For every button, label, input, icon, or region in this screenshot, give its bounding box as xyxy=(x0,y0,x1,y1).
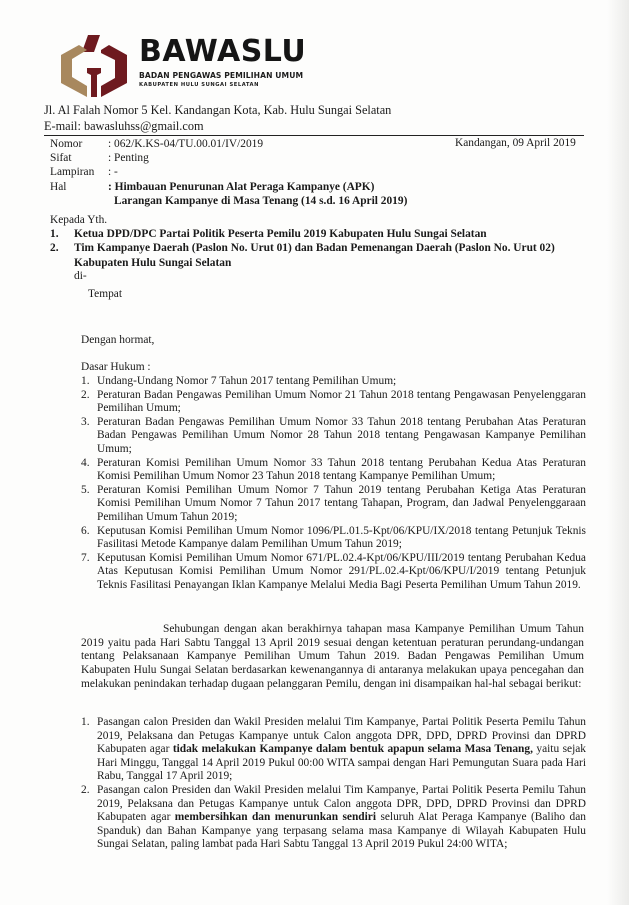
meta-label: Sifat xyxy=(50,152,72,165)
legal-basis-list xyxy=(81,375,586,593)
legal-basis-item: 6. Keputusan Komisi Pemilihan Umum Nomor 1096/PL.01.5-Kpt/06/KPU/IX/2018 tentang Petunjuk Teknis Fasilitasi Metode Kampanye dalam Pemilihan Umum Tahun 2019; xyxy=(81,524,586,551)
recipient-text: Tim Kampanye Daerah (Paslon No. Urut 01) dan Badan Pemenangan Daerah (Paslon No. Urut 02) xyxy=(74,242,555,255)
address-line: Jl. Al Falah Nomor 5 Kel. Kandangan Kota, Kab. Hulu Sungai Selatan xyxy=(44,103,392,117)
letterhead-address xyxy=(44,102,391,134)
recipients-heading: Kepada Yth. xyxy=(50,214,108,226)
meta-label: Hal xyxy=(50,180,67,193)
recipient-item xyxy=(50,241,555,255)
legal-basis-item: 5. Peraturan Komisi Pemilihan Umum Nomor 7 Tahun 2019 tentang Perubahan Ketiga Atas Peraturan Komisi Pemilihan Umum Nomor 7 Tahun 2017 tentang Tahapan, Program, dan Jadwal Penyelenggaraan Pemilihan Umum Tahun 2019; xyxy=(81,483,586,523)
recipient-text-continued: Kabupaten Hulu Sungai Selatan xyxy=(74,256,232,269)
recipient-di: di- xyxy=(74,270,87,282)
instruction-item: 2. Pasangan calon Presiden dan Wakil Presiden melalui Tim Kampanye, Partai Politik Peserta Pemilu Tahun 2019, Pelaksana dan Petugas Kampanye untuk Calon anggota DPR, DPD, DPRD Provinsi dan DPRD Kabupaten agar membersihkan dan menurunkan sendiri seluruh Alat Peraga Kampanye (Baliho dan Spanduk) dan Bahan Kampanye yang terpasang selama masa Kampanye di Wilayah Kabupaten Hulu Sungai Selatan, paling lambat pada Hari Sabtu Tanggal 13 April 2019 Pukul 24:00 WITA; xyxy=(81,783,586,851)
meta-value: : 062/K.KS-04/TU.00.01/IV/2019 xyxy=(108,138,264,150)
org-name: BAWASLU xyxy=(139,34,307,69)
recipient-number: 2. xyxy=(50,242,59,255)
bawaslu-logo-icon xyxy=(57,33,129,99)
recipient-text: Ketua DPD/DPC Partai Politik Peserta Pemilu 2019 Kabupaten Hulu Sungai Selatan xyxy=(74,228,487,241)
meta-label: Nomor xyxy=(50,138,83,150)
instruction-item: 1. Pasangan calon Presiden dan Wakil Presiden melalui Tim Kampanye, Partai Politik Peserta Pemilu Tahun 2019, Pelaksana dan Petugas Kampanye untuk Calon anggota DPR, DPD, DPRD Provinsi dan DPRD Kabupaten agar tidak melakukan Kampanye dalam bentuk apapun selama Masa Tenang, yaitu sejak Hari Minggu, Tanggal 14 April 2019 Pukul 00:00 WITA sampai dengan Hari Pemungutan Suara pada Hari Rabu, Tanggal 17 April 2019; xyxy=(81,716,586,783)
meta-sifat xyxy=(50,151,407,165)
intro-paragraph: Sehubungan dengan akan berakhirnya tahapan masa Kampanye Pemilihan Umum Tahun 2019 yaitu pada Hari Sabtu Tanggal 13 April 2019 sesuai dengan ketentuan peraturan perundang-undangan tentang Pelaksanaan Kampanye Pemilihan Umum Tahun 2019. Badan Pengawas Pemilihan Umum Kabupaten Hulu Sungai Selatan berdasarkan kewenangannya di antaranya melakukan upaya pencegahan dan melakukan penindakan terhadap dugaan pelanggaran Pemilu, dengan ini disampaikan hal-hal sebagai berikut: xyxy=(81,623,584,690)
legal-basis-heading: Dasar Hukum : xyxy=(81,361,151,373)
legal-basis-item: 2. Peraturan Badan Pengawas Pemilihan Umum Nomor 21 Tahun 2018 tentang Pengawasan Penyelenggaran Pemilihan Umum; xyxy=(81,388,586,415)
email-line: E-mail: bawasluhss@gmail.com xyxy=(44,119,204,133)
recipient-item xyxy=(50,227,555,241)
legal-basis-item: 4. Peraturan Komisi Pemilihan Umum Nomor 33 Tahun 2018 tentang Perubahan Kedua Atas Peraturan Komisi Pemilihan Umum Nomor 23 Tahun 2018 tentang Kampanye Pemilihan Umum; xyxy=(81,456,586,483)
greeting: Dengan hormat, xyxy=(81,334,155,346)
instruction-emphasis: membersihkan dan menurunkan sendiri xyxy=(174,811,377,824)
letterhead-divider xyxy=(44,135,584,136)
instruction-emphasis: tidak melakukan Kampanye dalam bentuk apapun selama Masa Tenang, xyxy=(172,743,533,756)
letter-date: Kandangan, 09 April 2019 xyxy=(455,137,576,149)
meta-hal xyxy=(50,180,407,208)
recipients xyxy=(50,213,555,270)
legal-basis-item: 7. Keputusan Komisi Pemilihan Umum Nomor 671/PL.02.4-Kpt/06/KPU/III/2019 tentang Perubahan Kedua Atas Keputusan Komisi Pemilihan Umum Nomor 291/PL.02.4-Kpt/06/KPU/I/2019 tentang Petunjuk Teknis Fasilitasi Penayangan Iklan Kampanye Melalui Media Bagi Peserta Pemilihan Umum Tahun 2019. xyxy=(81,551,586,591)
legal-basis-item: 1. Undang-Undang Nomor 7 Tahun 2017 tentang Pemilihan Umum; xyxy=(81,375,397,387)
meta-label: Lampiran xyxy=(50,166,95,179)
recipient-tempat: Tempat xyxy=(88,288,122,300)
org-full-name: BADAN PENGAWAS PEMILIHAN UMUM xyxy=(139,71,304,80)
subject-line-1: : Himbauan Penurunan Alat Peraga Kampanye (APK) xyxy=(108,180,375,193)
letterhead-brand xyxy=(139,36,306,88)
org-unit: KABUPATEN HULU SUNGAI SELATAN xyxy=(139,82,259,88)
recipient-number: 1. xyxy=(50,228,59,241)
instruction-list xyxy=(81,716,586,852)
subject-line-2: Larangan Kampanye di Masa Tenang (14 s.d. 16 April 2019) xyxy=(114,194,408,207)
meta-lampiran xyxy=(50,165,407,179)
meta-value: : - xyxy=(108,166,118,179)
meta-value: : Penting xyxy=(108,152,149,165)
page-edge-shadow xyxy=(607,0,629,905)
legal-basis-item: 3. Peraturan Badan Pengawas Pemilihan Umum Nomor 33 Tahun 2018 tentang Perubahan Atas Peraturan Badan Pengawas Pemilihan Umum Nomor 28 Tahun 2018 tentang Pengawasan Kampanye Pemilihan Umum; xyxy=(81,415,586,455)
meta-nomor xyxy=(50,137,407,151)
letter-meta xyxy=(50,137,407,208)
